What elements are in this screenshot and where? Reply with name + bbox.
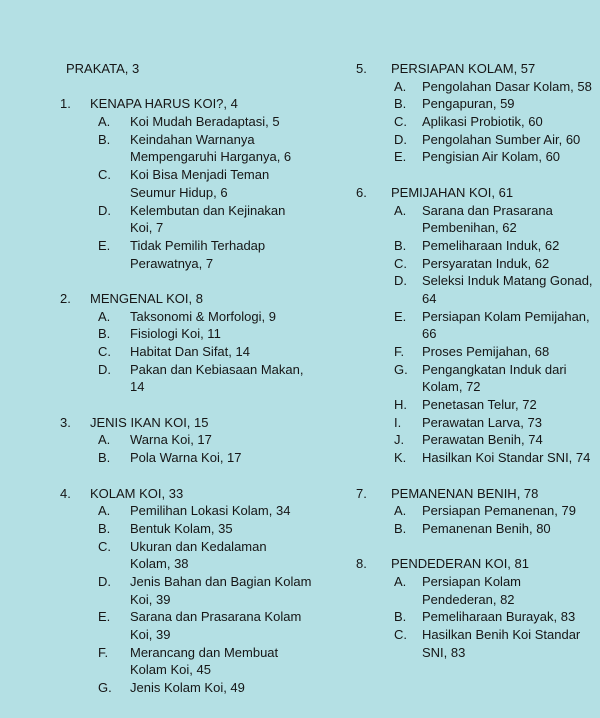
toc-chapter-title: KENAPA HARUS KOI?, 4 xyxy=(90,96,238,112)
toc-entry xyxy=(356,290,594,308)
toc-entry-text: Pembenihan, 62 xyxy=(422,220,517,236)
toc-entry-text: Tidak Pemilih Terhadap xyxy=(130,237,266,253)
toc-entry xyxy=(60,113,310,131)
toc-entry xyxy=(356,237,594,255)
toc-column-left xyxy=(60,60,310,697)
toc-entry-text: SNI, 83 xyxy=(422,644,466,660)
toc-entry-letter: A. xyxy=(98,308,111,324)
toc-entry xyxy=(356,626,594,644)
toc-gap xyxy=(356,538,594,556)
toc-chapter xyxy=(60,485,310,503)
toc-entry xyxy=(60,308,310,326)
toc-gap xyxy=(60,467,310,485)
toc-entry-text: Habitat Dan Sifat, 14 xyxy=(130,344,250,359)
toc-entry-text: Proses Pemijahan, 68 xyxy=(422,344,550,359)
toc-prakata-line xyxy=(60,60,310,78)
toc-entry xyxy=(356,449,594,467)
toc-entry-text: Hasilkan Benih Koi Standar xyxy=(422,627,581,642)
toc-entry-letter: C. xyxy=(98,344,111,359)
toc-chapter xyxy=(356,184,594,202)
toc-entry-letter: B. xyxy=(394,520,407,536)
toc-entry-text: Persyaratan Induk, 62 xyxy=(422,255,550,271)
toc-entry-text: Pengisian Air Kolam, 60 xyxy=(422,149,561,165)
toc-entry xyxy=(356,95,594,113)
toc-entry xyxy=(60,679,310,697)
toc-entry-text: Persiapan Kolam xyxy=(422,573,521,589)
toc-entry xyxy=(60,502,310,520)
toc-entry xyxy=(356,502,594,520)
toc-entry-letter: B. xyxy=(98,326,111,342)
toc-entry xyxy=(60,431,310,449)
toc-entry xyxy=(60,520,310,538)
toc-entry-letter: A. xyxy=(98,432,111,448)
toc-entry-text: Sarana dan Prasarana xyxy=(422,202,553,218)
toc-entry-letter: A. xyxy=(394,503,407,519)
toc-entry-text: Ukuran dan Kedalaman xyxy=(130,538,267,554)
toc-entry-letter: C. xyxy=(394,114,407,130)
toc-entry xyxy=(60,449,310,467)
toc-chapter xyxy=(356,60,594,78)
toc-entry-text: Pendederan, 82 xyxy=(422,591,515,607)
toc-chapter-title: PEMANENAN BENIH, 78 xyxy=(391,485,539,501)
toc-chapter-title: KOLAM KOI, 33 xyxy=(90,485,184,501)
toc-entry-text: Pengolahan Dasar Kolam, 58 xyxy=(422,78,592,94)
toc-entry xyxy=(356,343,594,361)
toc-gap xyxy=(356,166,594,184)
toc-entry-text: Pemeliharaan Induk, 62 xyxy=(422,237,560,253)
toc-entry-text: Jenis Kolam Koi, 49 xyxy=(130,680,245,696)
toc-entry xyxy=(356,325,594,343)
toc-entry-text: Kelembutan dan Kejinakan xyxy=(130,202,286,218)
toc-chapter-number: 1. xyxy=(60,96,71,112)
toc-entry-letter: D. xyxy=(98,361,111,377)
toc-entry xyxy=(356,131,594,149)
toc-chapter xyxy=(60,95,310,113)
toc-entry-text: Seleksi Induk Matang Gonad, xyxy=(422,273,593,289)
toc-chapter-number: 4. xyxy=(60,485,71,501)
toc-entry xyxy=(356,378,594,396)
toc-entry-letter: A. xyxy=(394,202,407,218)
toc-entry-text: Pengangkatan Induk dari xyxy=(422,361,567,377)
toc-entry xyxy=(356,113,594,131)
toc-entry xyxy=(60,255,310,273)
toc-entry xyxy=(60,644,310,662)
toc-entry-text: Pola Warna Koi, 17 xyxy=(130,450,242,466)
toc-entry-text: Pemanenan Benih, 80 xyxy=(422,520,551,536)
toc-entry xyxy=(60,343,310,361)
toc-entry xyxy=(356,414,594,432)
toc-entry-letter: C. xyxy=(394,255,407,271)
toc-entry-text: 64 xyxy=(422,290,437,306)
toc-entry xyxy=(60,573,310,591)
toc-prakata: PRAKATA, 3 xyxy=(66,61,140,76)
toc-entry-text: Pemilihan Lokasi Kolam, 34 xyxy=(130,503,291,519)
toc-entry-text: Pemeliharaan Burayak, 83 xyxy=(422,609,576,625)
toc-entry xyxy=(60,608,310,626)
toc-entry-letter: D. xyxy=(98,573,111,589)
toc-entry-text: Persiapan Kolam Pemijahan, xyxy=(422,308,590,324)
toc-entry-text: Taksonomi & Morfologi, 9 xyxy=(130,308,276,324)
toc-entry-text: Bentuk Kolam, 35 xyxy=(130,520,233,536)
toc-entry-text: Hasilkan Koi Standar SNI, 74 xyxy=(422,450,591,466)
toc-entry xyxy=(356,608,594,626)
toc-entry-letter: E. xyxy=(394,149,407,165)
toc-entry-letter: C. xyxy=(394,627,407,642)
toc-entry-text: Merancang dan Membuat xyxy=(130,644,279,660)
toc-entry-text: Pengolahan Sumber Air, 60 xyxy=(422,131,581,147)
toc-entry-letter: B. xyxy=(394,96,407,112)
toc-entry-letter: E. xyxy=(98,237,111,253)
toc-entry xyxy=(60,591,310,609)
toc-entry-text: Koi Mudah Beradaptasi, 5 xyxy=(130,114,280,130)
toc-entry xyxy=(60,148,310,166)
toc-chapter-number: 7. xyxy=(356,485,367,501)
toc-entry-letter: A. xyxy=(394,573,407,589)
toc-chapter-number: 8. xyxy=(356,556,367,572)
toc-entry-text: Keindahan Warnanya xyxy=(130,131,255,147)
toc-entry xyxy=(356,202,594,220)
toc-entry-text: Perawatan Benih, 74 xyxy=(422,432,543,448)
toc-entry-letter: D. xyxy=(98,202,111,218)
toc-entry-letter: B. xyxy=(98,450,111,466)
toc-entry-letter: E. xyxy=(98,609,111,625)
toc-chapter xyxy=(356,555,594,573)
toc-entry xyxy=(356,148,594,166)
toc-entry xyxy=(60,361,310,379)
toc-entry xyxy=(356,396,594,414)
toc-column-right xyxy=(356,60,594,661)
toc-entry-text: Kolam Koi, 45 xyxy=(130,662,211,678)
toc-entry-text: Pakan dan Kebiasaan Makan, xyxy=(130,361,304,377)
toc-gap xyxy=(356,467,594,485)
toc-entry-text: Warna Koi, 17 xyxy=(130,432,212,448)
toc-chapter-title: PERSIAPAN KOLAM, 57 xyxy=(391,61,536,76)
toc-entry xyxy=(356,591,594,609)
toc-entry-text: Pengapuran, 59 xyxy=(422,96,515,112)
toc-chapter-number: 2. xyxy=(60,290,71,306)
toc-entry-letter: D. xyxy=(394,273,407,289)
toc-entry-text: Aplikasi Probiotik, 60 xyxy=(422,114,543,130)
toc-entry-letter: C. xyxy=(98,538,111,554)
toc-entry-letter: C. xyxy=(98,167,111,183)
toc-chapter-title: PEMIJAHAN KOI, 61 xyxy=(391,184,514,200)
toc-entry-text: Jenis Bahan dan Bagian Kolam xyxy=(130,573,312,589)
toc-gap xyxy=(60,272,310,290)
toc-entry xyxy=(60,661,310,679)
toc-entry-letter: F. xyxy=(98,644,109,660)
toc-entry-letter: B. xyxy=(394,609,407,625)
toc-entry-letter: K. xyxy=(394,450,407,466)
toc-chapter-number: 3. xyxy=(60,414,71,430)
toc-entry xyxy=(60,237,310,255)
toc-chapter-title: PENDEDERAN KOI, 81 xyxy=(391,556,529,572)
toc-entry xyxy=(356,573,594,591)
toc-entry-text: Kolam, 38 xyxy=(130,556,189,572)
toc-entry-text: Perawatan Larva, 73 xyxy=(422,414,542,430)
toc-entry xyxy=(356,644,594,662)
toc-entry-letter: E. xyxy=(394,308,407,324)
toc-entry-text: Fisiologi Koi, 11 xyxy=(130,326,221,342)
toc-entry xyxy=(356,520,594,538)
toc-entry xyxy=(60,219,310,237)
toc-entry xyxy=(60,166,310,184)
toc-chapter xyxy=(356,485,594,503)
toc-chapter-title: JENIS IKAN KOI, 15 xyxy=(90,414,209,430)
toc-entry-text: Persiapan Pemanenan, 79 xyxy=(422,503,576,519)
toc-entry-letter: I. xyxy=(394,414,402,430)
toc-entry-letter: A. xyxy=(98,503,111,519)
toc-entry-letter: D. xyxy=(394,131,407,147)
toc-entry xyxy=(356,78,594,96)
toc-chapter-title: MENGENAL KOI, 8 xyxy=(90,290,203,306)
toc-entry-text: 14 xyxy=(130,379,145,395)
toc-entry-letter: J. xyxy=(394,432,405,448)
toc-entry xyxy=(60,555,310,573)
toc-entry-text: Sarana dan Prasarana Kolam xyxy=(130,609,302,625)
toc-entry-text: Koi, 7 xyxy=(130,220,164,236)
toc-entry-letter: B. xyxy=(98,520,111,536)
toc-entry xyxy=(60,325,310,343)
toc-entry-text: Penetasan Telur, 72 xyxy=(422,397,537,413)
toc-chapter-number: 5. xyxy=(356,61,367,76)
toc-entry-letter: B. xyxy=(394,237,407,253)
toc-entry xyxy=(60,626,310,644)
toc-entry-text: Koi Bisa Menjadi Teman xyxy=(130,167,270,183)
toc-entry-text: Mempengaruhi Harganya, 6 xyxy=(130,149,292,165)
toc-entry-letter: A. xyxy=(394,78,407,94)
toc-entry xyxy=(60,378,310,396)
toc-entry xyxy=(356,308,594,326)
toc-entry xyxy=(356,361,594,379)
toc-entry-text: Kolam, 72 xyxy=(422,379,481,395)
toc-chapter xyxy=(60,290,310,308)
toc-gap xyxy=(60,396,310,414)
toc-entry xyxy=(60,538,310,556)
toc-entry xyxy=(60,202,310,220)
toc-entry-text: 66 xyxy=(422,326,437,342)
toc-entry xyxy=(356,272,594,290)
toc-entry xyxy=(356,431,594,449)
toc-entry xyxy=(356,219,594,237)
toc-chapter-number: 6. xyxy=(356,184,367,200)
toc-entry-text: Seumur Hidup, 6 xyxy=(130,184,228,200)
toc-entry-text: Koi, 39 xyxy=(130,591,171,607)
toc-entry xyxy=(356,255,594,273)
toc-entry-letter: A. xyxy=(98,114,111,130)
toc-entry-text: Perawatnya, 7 xyxy=(130,255,214,271)
toc-entry xyxy=(60,131,310,149)
toc-entry-letter: G. xyxy=(98,680,112,696)
toc-entry-text: Koi, 39 xyxy=(130,627,171,642)
toc-entry-letter: B. xyxy=(98,131,111,147)
toc-entry-letter: H. xyxy=(394,397,407,413)
toc-entry-letter: F. xyxy=(394,344,405,359)
toc-entry-letter: G. xyxy=(394,361,408,377)
toc-gap xyxy=(60,78,310,96)
toc-chapter xyxy=(60,414,310,432)
toc-entry xyxy=(60,184,310,202)
